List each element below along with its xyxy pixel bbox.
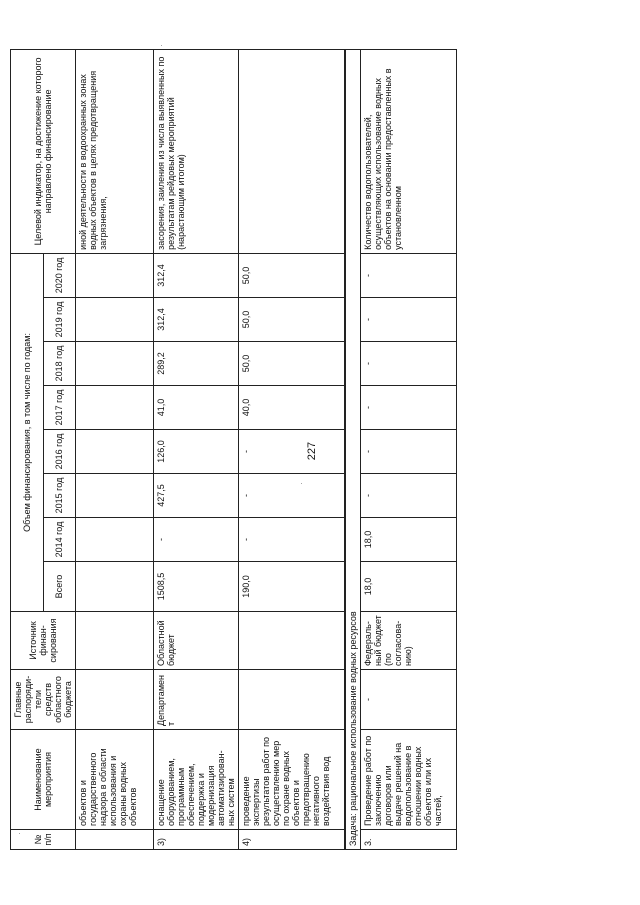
row-year-value: - bbox=[360, 386, 456, 430]
header-source: Источник финан- сирования bbox=[11, 612, 76, 670]
row-source bbox=[239, 612, 345, 670]
table-row bbox=[360, 49, 456, 849]
header-row bbox=[11, 49, 44, 849]
page-number: 227 bbox=[306, 441, 318, 461]
row-year-value bbox=[76, 386, 154, 430]
row-year-value: 50,0 bbox=[239, 253, 345, 297]
row-indicator: иной деятельности в водоохранных зонах водных объектов в целях предотвращения загрязнения, bbox=[76, 49, 154, 253]
row-num: 3) bbox=[154, 830, 239, 850]
header-manager: Главные распоряди- тели средств областного бюджета bbox=[11, 670, 76, 730]
header-year: 2016 год bbox=[43, 430, 76, 474]
row-year-value: 289,2 bbox=[154, 342, 239, 386]
row-year-value: - bbox=[154, 518, 239, 562]
scan-speck: · bbox=[160, 40, 163, 50]
row-year-value: 50,0 bbox=[239, 298, 345, 342]
row-total: 1508,5 bbox=[154, 562, 239, 612]
row-year-value: - bbox=[239, 518, 345, 562]
row-name: проведение экспертизы результатов работ по осуществлению мер по охране водных объектов и предотвращению негативного воздействия вод bbox=[239, 730, 345, 830]
row-manager: - bbox=[360, 670, 456, 730]
rotated-table-container bbox=[10, 50, 540, 850]
row-year-value: 126,0 bbox=[154, 430, 239, 474]
row-year-value: 312,4 bbox=[154, 253, 239, 297]
row-manager bbox=[239, 670, 345, 730]
row-year-value: 18,0 bbox=[360, 518, 456, 562]
row-source: Областной бюджет bbox=[154, 612, 239, 670]
row-year-value: - bbox=[239, 430, 345, 474]
header-volume: Объем финансирования, в том числе по годам: bbox=[11, 253, 44, 611]
row-total bbox=[76, 562, 154, 612]
task-label: Задача: рациональное использование водных ресурсов bbox=[345, 49, 361, 849]
scan-speck: · bbox=[300, 478, 303, 488]
row-year-value: - bbox=[360, 430, 456, 474]
header-name: Наименование мероприятия bbox=[11, 730, 76, 830]
row-num: 3. bbox=[360, 830, 456, 850]
row-year-value bbox=[76, 474, 154, 518]
row-indicator bbox=[239, 49, 345, 253]
row-name: Проведение работ по заключению договоров или выдаче решений на водопользование в отношении водных объектов или их частей, bbox=[360, 730, 456, 830]
header-year: 2015 год bbox=[43, 474, 76, 518]
header-total: Всего bbox=[43, 562, 76, 612]
row-year-value: - bbox=[360, 474, 456, 518]
row-manager bbox=[76, 670, 154, 730]
row-year-value: 41,0 bbox=[154, 386, 239, 430]
table-row bbox=[154, 49, 239, 849]
row-num bbox=[76, 830, 154, 850]
table-row bbox=[239, 49, 345, 849]
row-source: Федераль- ный бюджет (по согласова- нию) bbox=[360, 612, 456, 670]
row-year-value: - bbox=[360, 298, 456, 342]
row-indicator: засорения, заиления из числа выявленных по результатам рейдовых мероприятий (нарастающим итогом) bbox=[154, 49, 239, 253]
row-year-value: 427,5 bbox=[154, 474, 239, 518]
row-num: 4) bbox=[239, 830, 345, 850]
header-year: 2020 год bbox=[43, 253, 76, 297]
row-year-value bbox=[76, 430, 154, 474]
row-name: объектов и государственного надзора в области использования и охраны водных объектов bbox=[76, 730, 154, 830]
header-num: № п/п bbox=[11, 830, 76, 850]
row-total: 190,0 bbox=[239, 562, 345, 612]
financing-table bbox=[10, 49, 457, 850]
header-year: 2014 год bbox=[43, 518, 76, 562]
row-year-value: - bbox=[360, 342, 456, 386]
row-year-value: 50,0 bbox=[239, 342, 345, 386]
row-year-value bbox=[76, 342, 154, 386]
table-row bbox=[76, 49, 154, 849]
row-indicator: Количество водопользователей, осуществляющих использование водных объектов на основании предоставленных в установленном bbox=[360, 49, 456, 253]
scan-speck: · bbox=[18, 828, 21, 838]
row-year-value bbox=[76, 518, 154, 562]
row-year-value: 40,0 bbox=[239, 386, 345, 430]
header-year: 2019 год bbox=[43, 298, 76, 342]
row-year-value: - bbox=[360, 253, 456, 297]
row-year-value bbox=[76, 253, 154, 297]
header-year: 2017 год bbox=[43, 386, 76, 430]
row-total: 18,0 bbox=[360, 562, 456, 612]
row-year-value bbox=[76, 298, 154, 342]
header-year: 2018 год bbox=[43, 342, 76, 386]
header-indicator: Целевой индикатор, на достижение которого направлено финансирование bbox=[11, 49, 76, 253]
row-name: оснащение оборудованием, программным обеспечением, поддержка и модернизация автоматизирован- ных систем bbox=[154, 730, 239, 830]
task-row bbox=[345, 49, 361, 849]
row-source bbox=[76, 612, 154, 670]
row-year-value: - bbox=[239, 474, 345, 518]
row-year-value: 312,4 bbox=[154, 298, 239, 342]
row-manager: Департамент bbox=[154, 670, 239, 730]
